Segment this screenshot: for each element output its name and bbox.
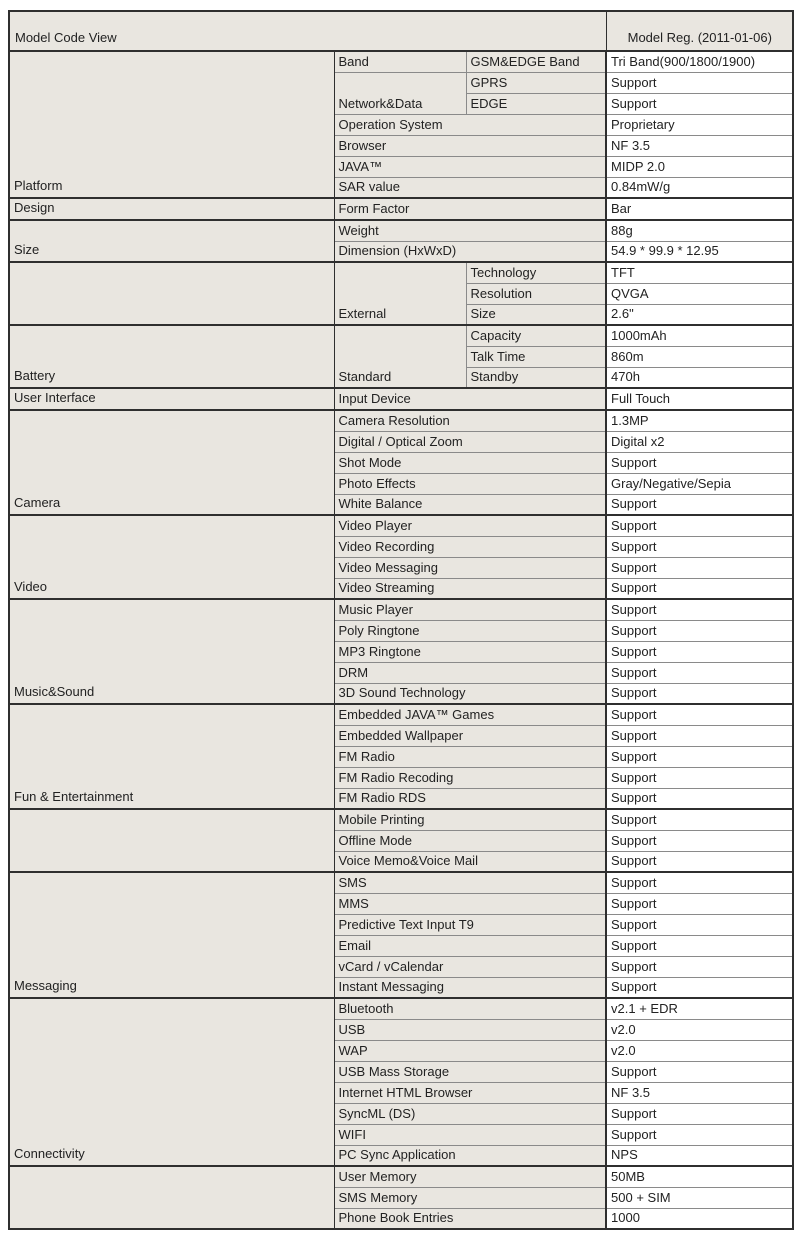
spec-value-cell: TFT bbox=[606, 262, 793, 283]
spec-value-cell: Support bbox=[606, 536, 793, 557]
spec-value-cell: Support bbox=[606, 809, 793, 830]
spec-row bbox=[9, 198, 793, 220]
spec-label-cell: Video Streaming bbox=[334, 578, 606, 599]
spec-value-cell: Full Touch bbox=[606, 388, 793, 410]
group-cell: Standard bbox=[334, 325, 466, 388]
spec-label-cell: SMS Memory bbox=[334, 1187, 606, 1208]
spec-value-cell: Support bbox=[606, 704, 793, 725]
spec-value-cell: v2.0 bbox=[606, 1040, 793, 1061]
spec-label-cell: GPRS bbox=[466, 72, 606, 93]
spec-value-cell: Support bbox=[606, 725, 793, 746]
model-reg-header: Model Reg. (2011-01-06) bbox=[606, 11, 793, 51]
category-cell bbox=[9, 809, 334, 872]
spec-label-cell: Operation System bbox=[334, 114, 606, 135]
spec-label-cell: Standby bbox=[466, 367, 606, 388]
spec-value-cell: Support bbox=[606, 599, 793, 620]
spec-label-cell: Capacity bbox=[466, 325, 606, 346]
spec-row bbox=[9, 704, 793, 725]
spec-value-cell: 470h bbox=[606, 367, 793, 388]
spec-value-cell: Support bbox=[606, 578, 793, 599]
spec-value-cell: Support bbox=[606, 93, 793, 114]
spec-value-cell: Support bbox=[606, 452, 793, 473]
spec-value-cell: Support bbox=[606, 557, 793, 578]
spec-label-cell: Mobile Printing bbox=[334, 809, 606, 830]
spec-value-cell: Support bbox=[606, 935, 793, 956]
spec-value-cell: QVGA bbox=[606, 283, 793, 304]
spec-value-cell: v2.1 + EDR bbox=[606, 998, 793, 1019]
spec-row bbox=[9, 872, 793, 893]
spec-label-cell: Photo Effects bbox=[334, 473, 606, 494]
category-cell: Size bbox=[9, 220, 334, 262]
spec-label-cell: Digital / Optical Zoom bbox=[334, 431, 606, 452]
spec-value-cell: Support bbox=[606, 1124, 793, 1145]
category-cell: Connectivity bbox=[9, 998, 334, 1166]
category-cell: Fun & Entertainment bbox=[9, 704, 334, 809]
spec-label-cell: USB bbox=[334, 1019, 606, 1040]
spec-label-cell: Offline Mode bbox=[334, 830, 606, 851]
spec-value-cell: 88g bbox=[606, 220, 793, 241]
spec-label-cell: Instant Messaging bbox=[334, 977, 606, 998]
spec-label-cell: MMS bbox=[334, 893, 606, 914]
group-cell: External bbox=[334, 262, 466, 325]
spec-value-cell: Support bbox=[606, 830, 793, 851]
spec-label-cell: Video Recording bbox=[334, 536, 606, 557]
spec-label-cell: Phone Book Entries bbox=[334, 1208, 606, 1229]
spec-label-cell: FM Radio Recoding bbox=[334, 767, 606, 788]
spec-row bbox=[9, 388, 793, 410]
spec-value-cell: Digital x2 bbox=[606, 431, 793, 452]
spec-value-cell: Support bbox=[606, 620, 793, 641]
spec-label-cell: MP3 Ringtone bbox=[334, 641, 606, 662]
category-cell: User Interface bbox=[9, 388, 334, 410]
spec-value-cell: Support bbox=[606, 1103, 793, 1124]
spec-label-cell: SyncML (DS) bbox=[334, 1103, 606, 1124]
group-cell: Network&Data bbox=[334, 72, 466, 114]
spec-row bbox=[9, 599, 793, 620]
spec-value-cell: 1000mAh bbox=[606, 325, 793, 346]
spec-value-cell: NPS bbox=[606, 1145, 793, 1166]
spec-label-cell: Predictive Text Input T9 bbox=[334, 914, 606, 935]
spec-table-body bbox=[9, 51, 793, 1229]
spec-value-cell: Support bbox=[606, 494, 793, 515]
spec-value-cell: Support bbox=[606, 641, 793, 662]
spec-value-cell: Support bbox=[606, 515, 793, 536]
spec-label-cell: FM Radio RDS bbox=[334, 788, 606, 809]
spec-value-cell: 1000 bbox=[606, 1208, 793, 1229]
spec-label-cell: Shot Mode bbox=[334, 452, 606, 473]
spec-value-cell: Support bbox=[606, 956, 793, 977]
spec-label-cell: White Balance bbox=[334, 494, 606, 515]
spec-label-cell: GSM&EDGE Band bbox=[466, 51, 606, 72]
category-cell: Video bbox=[9, 515, 334, 599]
spec-label-cell: 3D Sound Technology bbox=[334, 683, 606, 704]
spec-value-cell: Support bbox=[606, 746, 793, 767]
spec-label-cell: SAR value bbox=[334, 177, 606, 198]
group-cell: Band bbox=[334, 51, 466, 72]
spec-label-cell: Form Factor bbox=[334, 198, 606, 220]
spec-value-cell: Support bbox=[606, 767, 793, 788]
spec-label-cell: WAP bbox=[334, 1040, 606, 1061]
spec-value-cell: 2.6" bbox=[606, 304, 793, 325]
spec-label-cell: Email bbox=[334, 935, 606, 956]
spec-label-cell: JAVA™ bbox=[334, 156, 606, 177]
category-cell bbox=[9, 1166, 334, 1229]
spec-value-cell: NF 3.5 bbox=[606, 135, 793, 156]
spec-row bbox=[9, 515, 793, 536]
spec-value-cell: Support bbox=[606, 1061, 793, 1082]
spec-value-cell: Support bbox=[606, 851, 793, 872]
spec-label-cell: SMS bbox=[334, 872, 606, 893]
spec-label-cell: Embedded Wallpaper bbox=[334, 725, 606, 746]
spec-label-cell: Talk Time bbox=[466, 346, 606, 367]
spec-label-cell: Size bbox=[466, 304, 606, 325]
spec-value-cell: 0.84mW/g bbox=[606, 177, 793, 198]
spec-label-cell: USB Mass Storage bbox=[334, 1061, 606, 1082]
spec-value-cell: 860m bbox=[606, 346, 793, 367]
spec-value-cell: Bar bbox=[606, 198, 793, 220]
spec-value-cell: Proprietary bbox=[606, 114, 793, 135]
table-title: Model Code View bbox=[9, 11, 606, 51]
category-cell: Battery bbox=[9, 325, 334, 388]
spec-row bbox=[9, 325, 793, 346]
spec-label-cell: Music Player bbox=[334, 599, 606, 620]
spec-label-cell: Resolution bbox=[466, 283, 606, 304]
spec-label-cell: Internet HTML Browser bbox=[334, 1082, 606, 1103]
spec-value-cell: v2.0 bbox=[606, 1019, 793, 1040]
spec-value-cell: Support bbox=[606, 788, 793, 809]
spec-label-cell: Bluetooth bbox=[334, 998, 606, 1019]
spec-value-cell: Support bbox=[606, 893, 793, 914]
spec-row bbox=[9, 220, 793, 241]
category-cell: Music&Sound bbox=[9, 599, 334, 704]
spec-row bbox=[9, 51, 793, 72]
spec-label-cell: DRM bbox=[334, 662, 606, 683]
spec-row bbox=[9, 262, 793, 283]
spec-row bbox=[9, 1166, 793, 1187]
spec-label-cell: Video Messaging bbox=[334, 557, 606, 578]
spec-value-cell: 50MB bbox=[606, 1166, 793, 1187]
spec-label-cell: WIFI bbox=[334, 1124, 606, 1145]
spec-value-cell: NF 3.5 bbox=[606, 1082, 793, 1103]
category-cell: Camera bbox=[9, 410, 334, 515]
category-cell: Platform bbox=[9, 51, 334, 198]
spec-value-cell: Tri Band(900/1800/1900) bbox=[606, 51, 793, 72]
spec-label-cell: Input Device bbox=[334, 388, 606, 410]
spec-value-cell: 1.3MP bbox=[606, 410, 793, 431]
spec-label-cell: Camera Resolution bbox=[334, 410, 606, 431]
spec-value-cell: Support bbox=[606, 977, 793, 998]
category-cell bbox=[9, 262, 334, 325]
spec-table bbox=[8, 10, 794, 1230]
spec-label-cell: User Memory bbox=[334, 1166, 606, 1187]
spec-value-cell: Gray/Negative/Sepia bbox=[606, 473, 793, 494]
spec-label-cell: PC Sync Application bbox=[334, 1145, 606, 1166]
spec-label-cell: Weight bbox=[334, 220, 606, 241]
spec-label-cell: Voice Memo&Voice Mail bbox=[334, 851, 606, 872]
spec-label-cell: Browser bbox=[334, 135, 606, 156]
category-cell: Messaging bbox=[9, 872, 334, 998]
spec-value-cell: Support bbox=[606, 872, 793, 893]
spec-label-cell: FM Radio bbox=[334, 746, 606, 767]
spec-value-cell: MIDP 2.0 bbox=[606, 156, 793, 177]
spec-label-cell: EDGE bbox=[466, 93, 606, 114]
spec-label-cell: vCard / vCalendar bbox=[334, 956, 606, 977]
spec-value-cell: Support bbox=[606, 683, 793, 704]
spec-row bbox=[9, 998, 793, 1019]
spec-label-cell: Video Player bbox=[334, 515, 606, 536]
spec-value-cell: 54.9 * 99.9 * 12.95 bbox=[606, 241, 793, 262]
spec-label-cell: Poly Ringtone bbox=[334, 620, 606, 641]
spec-row bbox=[9, 410, 793, 431]
spec-label-cell: Technology bbox=[466, 262, 606, 283]
spec-value-cell: 500 + SIM bbox=[606, 1187, 793, 1208]
spec-value-cell: Support bbox=[606, 72, 793, 93]
spec-value-cell: Support bbox=[606, 914, 793, 935]
category-cell: Design bbox=[9, 198, 334, 220]
spec-value-cell: Support bbox=[606, 662, 793, 683]
table-header-row bbox=[9, 11, 793, 51]
spec-row bbox=[9, 809, 793, 830]
spec-label-cell: Dimension (HxWxD) bbox=[334, 241, 606, 262]
spec-label-cell: Embedded JAVA™ Games bbox=[334, 704, 606, 725]
